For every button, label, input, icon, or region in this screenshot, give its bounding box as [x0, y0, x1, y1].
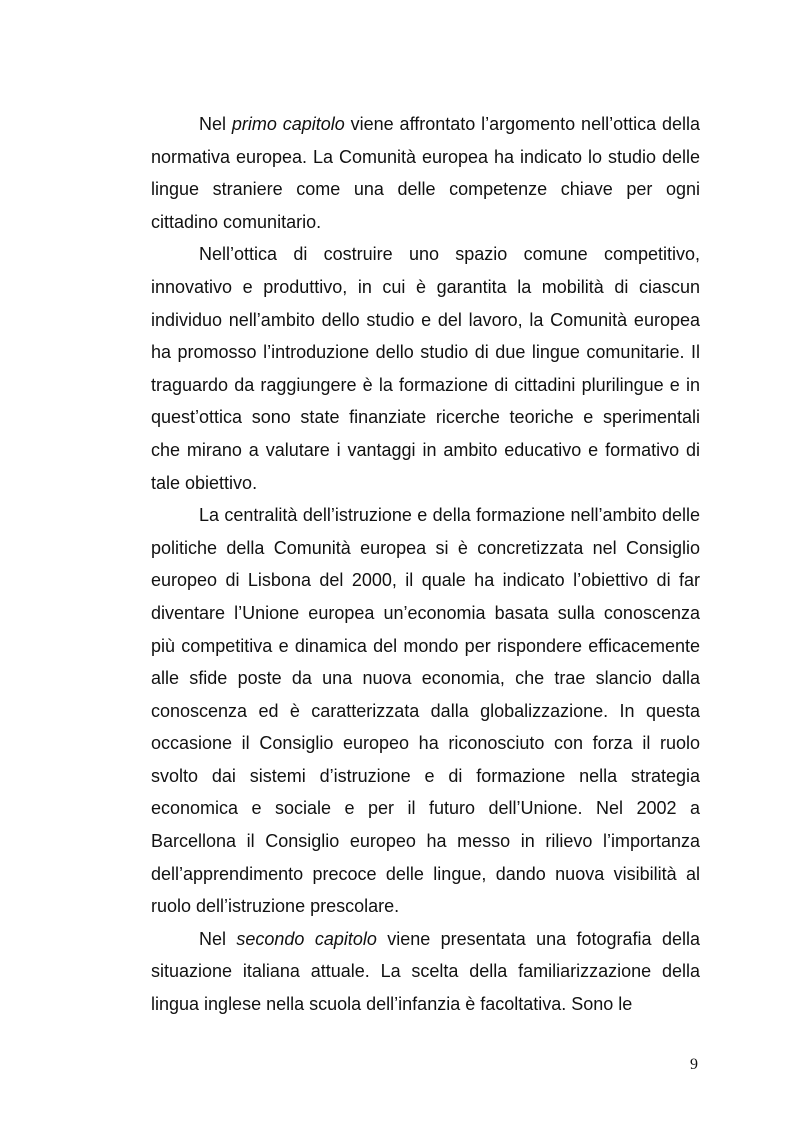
paragraph-4-rest: viene presentata una fotografia della situazione italiana attuale. La scelta della familiarizzazione della lingua inglese nella scuola dell’infanzia è facoltativa. Sono le: [151, 928, 700, 1015]
body-text: [151, 108, 700, 1021]
paragraph-spazio-comune: Nell’ottica di costruire uno spazio comune competitivo, innovativo e produttivo, in cui è garantita la mobilità di ciascun individuo nell’ambito dello studio e del lavoro, la Comunità europea ha promosso l’introduzione dello studio di due lingue comunitarie. Il traguardo da raggiungere è la formazione di cittadini plurilingue e in quest’ottica sono state finanziate ricerche teoriche e sperimentali che mirano a valutare i vantaggi in ambito educativo e formativo di tale obiettivo.: [151, 244, 700, 493]
paragraph-4-italic-term: secondo capitolo: [236, 928, 377, 949]
paragraph-1-rest: viene affrontato l’argomento nell’ottica della normativa europea. La Comunità europea ha indicato lo studio delle lingue straniere come una delle competenze chiave per ogni cittadino comunitario.: [151, 114, 700, 232]
paragraph-1-italic-term: primo capitolo: [231, 114, 345, 134]
page-number: 9: [690, 1056, 698, 1073]
paragraph-1-lead: Nel: [199, 114, 232, 134]
paragraph-lisbona: La centralità dell’istruzione e della formazione nell’ambito delle politiche della Comunità europea si è concretizzata nel Consiglio europeo di Lisbona del 2000, il quale ha indicato l’obiettivo di far diventare l’Unione europea un’economia basata sulla conoscenza più competitiva e dinamica del mondo per rispondere efficacemente alle sfide poste da una nuova economia, che trae slancio dalla conoscenza ed è caratterizzata dalla globalizzazione. In questa occasione il Consiglio europeo ha riconosciuto con forza il ruolo svolto dai sistemi d’istruzione e di formazione nella strategia economica e sociale e per il futuro dell’Unione. Nel 2002 a Barcellona il Consiglio europeo ha messo in rilievo l’importanza dell’apprendimento precoce delle lingue, dando nuova visibilità al ruolo dell’istruzione prescolare.: [151, 505, 700, 917]
paragraph-secondo-capitolo: [151, 923, 700, 1021]
paragraph-4-lead: Nel: [199, 928, 237, 949]
paragraph-primo-capitolo: [151, 108, 700, 238]
